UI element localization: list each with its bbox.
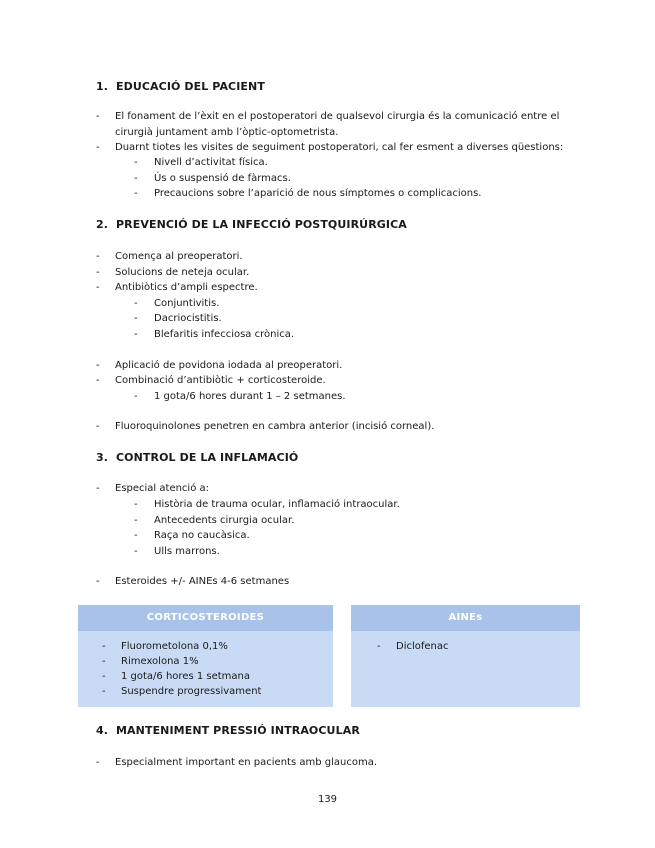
box-list-item: Diclofenac [396, 641, 449, 652]
box-bullet-dash: - [102, 671, 106, 682]
paragraph-line: El fonament de l’èxit en el postoperatori de qualsevol cirurgia és la comunicació entre el [115, 111, 560, 122]
sub-bullet-dash: - [134, 546, 138, 557]
bullet-dash: - [96, 483, 100, 494]
sub-list-item: 1 gota/6 hores durant 1 – 2 setmanes. [154, 391, 346, 402]
section-3-number: 3. [96, 451, 109, 464]
box-list-item: 1 gota/6 hores 1 setmana [121, 671, 251, 682]
box-bullet-dash: - [377, 641, 381, 652]
sub-bullet-dash: - [134, 188, 138, 199]
sub-list-item: Ús o suspensió de fàrmacs. [154, 173, 291, 184]
section-1-heading [96, 80, 265, 93]
section-1-title: EDUCACIÓ DEL PACIENT [116, 80, 265, 93]
paragraph-line: cirurgià juntament amb l’òptic-optometrista. [115, 127, 339, 138]
aines-box [351, 605, 580, 707]
section-2-title: PREVENCIÓ DE LA INFECCIÓ POSTQUIRÚRGICA [116, 218, 407, 231]
list-item: Especialment important en pacients amb glaucoma. [115, 757, 377, 768]
sub-list-item: Conjuntivitis. [154, 298, 220, 309]
section-1-number: 1. [96, 80, 109, 93]
corticosteroides-header: CORTICOSTEROIDES [78, 605, 333, 631]
bullet-dash: - [96, 375, 100, 386]
bullet-dash: - [96, 267, 100, 278]
bullet-dash: - [96, 757, 100, 768]
sub-list-item: Dacriocistitis. [154, 313, 222, 324]
sub-list-item: Nivell d’activitat física. [154, 157, 268, 168]
section-2-number: 2. [96, 218, 109, 231]
list-item: Combinació d’antibiòtic + corticosteroide. [115, 375, 326, 386]
sub-bullet-dash: - [134, 329, 138, 340]
section-3-title: CONTROL DE LA INFLAMACIÓ [116, 451, 299, 464]
sub-bullet-dash: - [134, 515, 138, 526]
list-item: Esteroides +/- AINEs 4-6 setmanes [115, 576, 290, 587]
sub-bullet-dash: - [134, 173, 138, 184]
bullet-dash: - [96, 251, 100, 262]
section-4-heading [96, 724, 360, 737]
corticosteroides-box [78, 605, 333, 707]
section-2-heading [96, 218, 407, 231]
sub-bullet-dash: - [134, 313, 138, 324]
box-list-item: Fluorometolona 0,1% [121, 641, 228, 652]
bullet-dash: - [96, 142, 100, 153]
box-bullet-dash: - [102, 641, 106, 652]
box-bullet-dash: - [102, 656, 106, 667]
sub-bullet-dash: - [134, 157, 138, 168]
section-4-title: MANTENIMENT PRESSIÓ INTRAOCULAR [116, 724, 360, 737]
section-4-number: 4. [96, 724, 109, 737]
bullet-dash: - [96, 282, 100, 293]
sub-list-item: Raça no caucàsica. [154, 530, 250, 541]
list-item: Especial atenció a: [115, 483, 209, 494]
sub-list-item: Precaucions sobre l’aparició de nous símptomes o complicacions. [154, 188, 482, 199]
sub-bullet-dash: - [134, 298, 138, 309]
list-item: Fluoroquinolones penetren en cambra anterior (incisió corneal). [115, 421, 435, 432]
bullet-dash: - [96, 360, 100, 371]
sub-list-item: Història de trauma ocular, inflamació intraocular. [154, 499, 400, 510]
section-3-heading [96, 451, 298, 464]
bullet-dash: - [96, 111, 100, 122]
sub-list-item: Ulls marrons. [154, 546, 220, 557]
sub-list-item: Antecedents cirurgia ocular. [154, 515, 295, 526]
bullet-dash: - [96, 421, 100, 432]
bullet-dash: - [96, 576, 100, 587]
list-item: Comença al preoperatori. [115, 251, 243, 262]
list-item: Aplicació de povidona iodada al preoperatori. [115, 360, 343, 371]
sub-bullet-dash: - [134, 499, 138, 510]
sub-list-item: Blefaritis infecciosa crònica. [154, 329, 295, 340]
sub-bullet-dash: - [134, 530, 138, 541]
box-bullet-dash: - [102, 686, 106, 697]
paragraph-line: Duarnt tiotes les visites de seguiment postoperatori, cal fer esment a diverses qüestions: [115, 142, 564, 153]
page-number: 139 [317, 794, 338, 805]
list-item: Solucions de neteja ocular. [115, 267, 250, 278]
sub-bullet-dash: - [134, 391, 138, 402]
aines-header: AINEs [351, 605, 580, 631]
box-list-item: Rimexolona 1% [121, 656, 199, 667]
list-item: Antibiòtics d’ampli espectre. [115, 282, 258, 293]
box-list-item: Suspendre progressivament [121, 686, 262, 697]
